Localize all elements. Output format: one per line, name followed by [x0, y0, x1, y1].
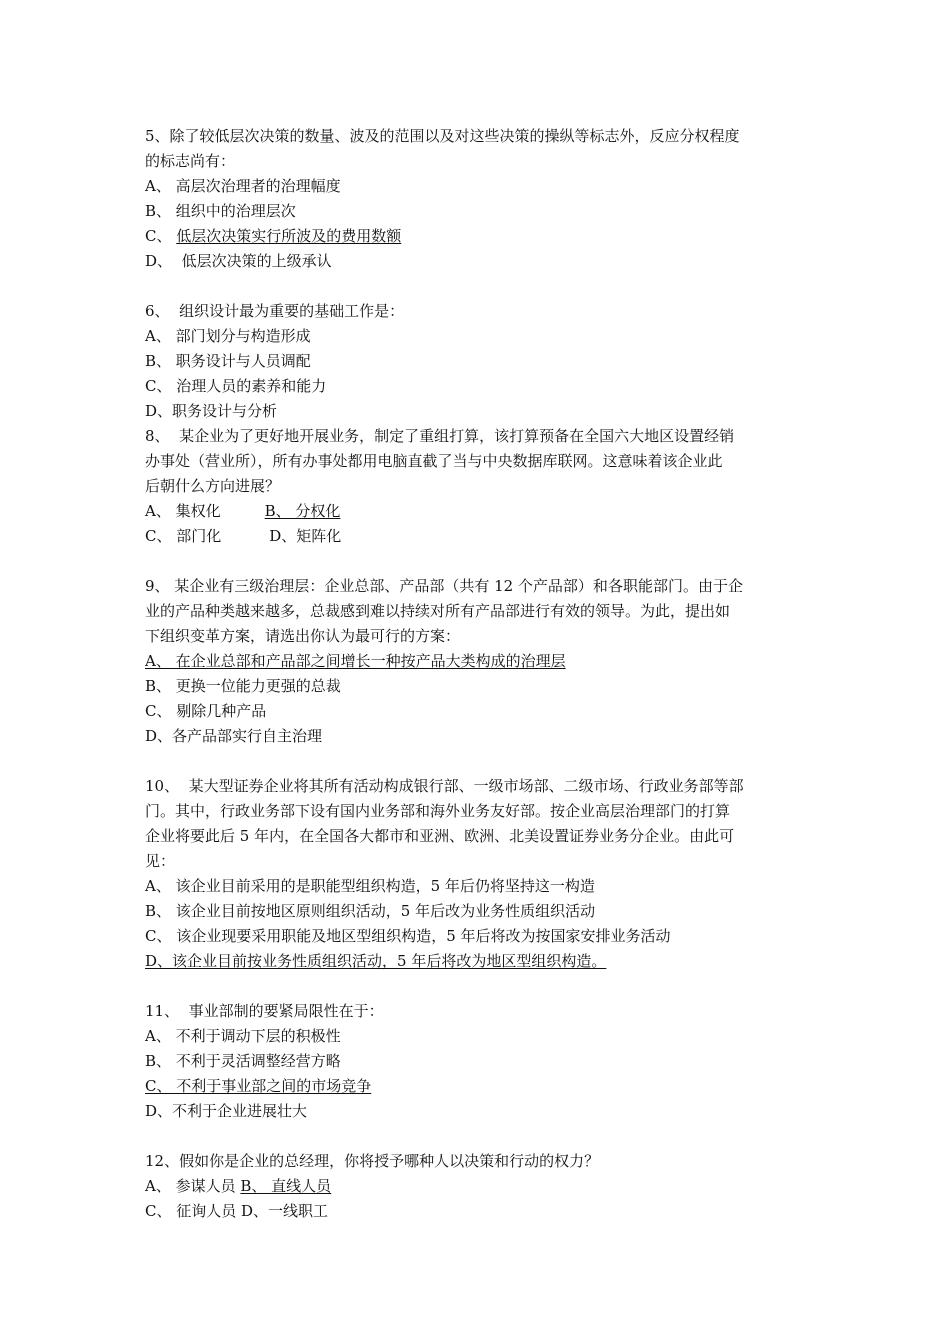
- option-prefix: C、: [145, 227, 177, 245]
- question-6-option-c: C、 治理人员的素养和能力: [145, 377, 327, 395]
- question-10-option-c: C、 该企业现要采用职能及地区型组织构造，5 年后将改为按国家安排业务活动: [145, 927, 671, 945]
- question-9-option-a-answer: A、 在企业总部和产品部之间增长一种按产品大类构成的治理层: [145, 652, 566, 670]
- question-12-options-row-1: [145, 1174, 810, 1199]
- question-8-option-d: D、矩阵化: [269, 527, 342, 545]
- question-5-option-d: D、 低层次决策的上级承认: [145, 252, 332, 270]
- question-12-option-b-answer: B、 直线人员: [240, 1177, 332, 1195]
- question-12-option-c: C、 征询人员: [145, 1202, 237, 1220]
- question-9: [145, 574, 810, 749]
- question-10-stem-line-4: 见：: [145, 852, 176, 870]
- question-9-option-c: C、 剔除几种产品: [145, 702, 267, 720]
- question-6-option-b: B、 职务设计与人员调配: [145, 352, 311, 370]
- question-11: [145, 999, 810, 1124]
- question-12-option-a: A、 参谋人员: [145, 1177, 236, 1195]
- question-9-stem-line-1: 9、 某企业有三级治理层：企业总部、产品部（共有 12 个产品部）和各职能部门。由于企: [145, 577, 743, 595]
- question-10-stem-line-2: 门。其中，行政业务部下设有国内业务部和海外业务友好部。按企业高层治理部门的打算: [145, 802, 731, 820]
- question-10-stem-line-3: 企业将要此后 5 年内，在全国各大都市和亚洲、欧洲、北美设置证券业务分企业。由此可: [145, 827, 735, 845]
- question-5: [145, 124, 810, 274]
- question-12-stem: 12、假如你是企业的总经理，你将授予哪种人以决策和行动的权力？: [145, 1152, 600, 1170]
- question-9-option-b: B、 更换一位能力更强的总裁: [145, 677, 341, 695]
- document-page: [145, 124, 810, 1224]
- question-9-option-d: D、各产品部实行自主治理: [145, 727, 323, 745]
- question-9-stem-line-3: 下组织变革方案，请选出你认为最可行的方案：: [145, 627, 461, 645]
- question-8-options-row-2: [145, 524, 810, 549]
- question-8-option-a: A、 集权化: [145, 502, 221, 520]
- question-5-stem-line-2: 的标志尚有：: [145, 152, 236, 170]
- question-11-option-d: D、不利于企业进展壮大: [145, 1102, 308, 1120]
- question-8-options-row-1: [145, 499, 810, 524]
- question-12-options-row-2: [145, 1199, 810, 1224]
- question-8-stem-line-2: 办事处（营业所），所有办事处都用电脑直截了当与中央数据库联网。这意味着该企业此: [145, 452, 723, 470]
- question-10-option-a: A、 该企业目前采用的是职能型组织构造，5 年后仍将坚持这一构造: [145, 877, 595, 895]
- question-10-option-d-answer: D、该企业目前按业务性质组织活动，5 年后将改为地区型组织构造。: [145, 952, 607, 970]
- question-5-option-a: A、 高层次治理者的治理幅度: [145, 177, 341, 195]
- question-5-option-b: B、 组织中的治理层次: [145, 202, 296, 220]
- question-10-stem-line-1: 10、 某大型证券企业将其所有活动构成银行部、一级市场部、二级市场、行政业务部等部: [145, 777, 744, 795]
- question-8-option-c: C、 部门化: [145, 527, 222, 545]
- question-8-option-b-answer: B、 分权化: [264, 502, 341, 520]
- question-6-option-a: A、 部门划分与构造形成: [145, 327, 311, 345]
- question-11-option-c-answer: C、 不利于事业部之间的市场竞争: [145, 1077, 372, 1095]
- question-6: [145, 299, 810, 424]
- question-5-option-c-answer: [145, 224, 810, 249]
- question-10: [145, 774, 810, 974]
- question-12: [145, 1149, 810, 1224]
- answer-text: 低层次决策实行所波及的费用数额: [176, 227, 402, 245]
- question-8-stem-line-1: 8、 某企业为了更好地开展业务，制定了重组打算，该打算预备在全国六大地区设置经销: [145, 427, 735, 445]
- question-8: [145, 424, 810, 549]
- question-11-option-b: B、 不利于灵活调整经营方略: [145, 1052, 341, 1070]
- question-11-option-a: A、 不利于调动下层的积极性: [145, 1027, 341, 1045]
- question-6-option-d: D、职务设计与分析: [145, 402, 278, 420]
- question-8-stem-line-3: 后朝什么方向进展？: [145, 477, 281, 495]
- question-5-stem-line-1: 5、除了较低层次决策的数量、波及的范围以及对这些决策的操纵等标志外，反应分权程度: [145, 127, 740, 145]
- question-12-option-d: D、一线职工: [241, 1202, 329, 1220]
- question-10-option-b: B、 该企业目前按地区原则组织活动，5 年后改为业务性质组织活动: [145, 902, 596, 920]
- question-9-stem-line-2: 业的产品种类越来越多，总裁感到难以持续对所有产品部进行有效的领导。为此，提出如: [145, 602, 731, 620]
- question-11-stem: 11、 事业部制的要紧局限性在于：: [145, 1002, 384, 1020]
- question-6-stem: 6、 组织设计最为重要的基础工作是：: [145, 302, 405, 320]
